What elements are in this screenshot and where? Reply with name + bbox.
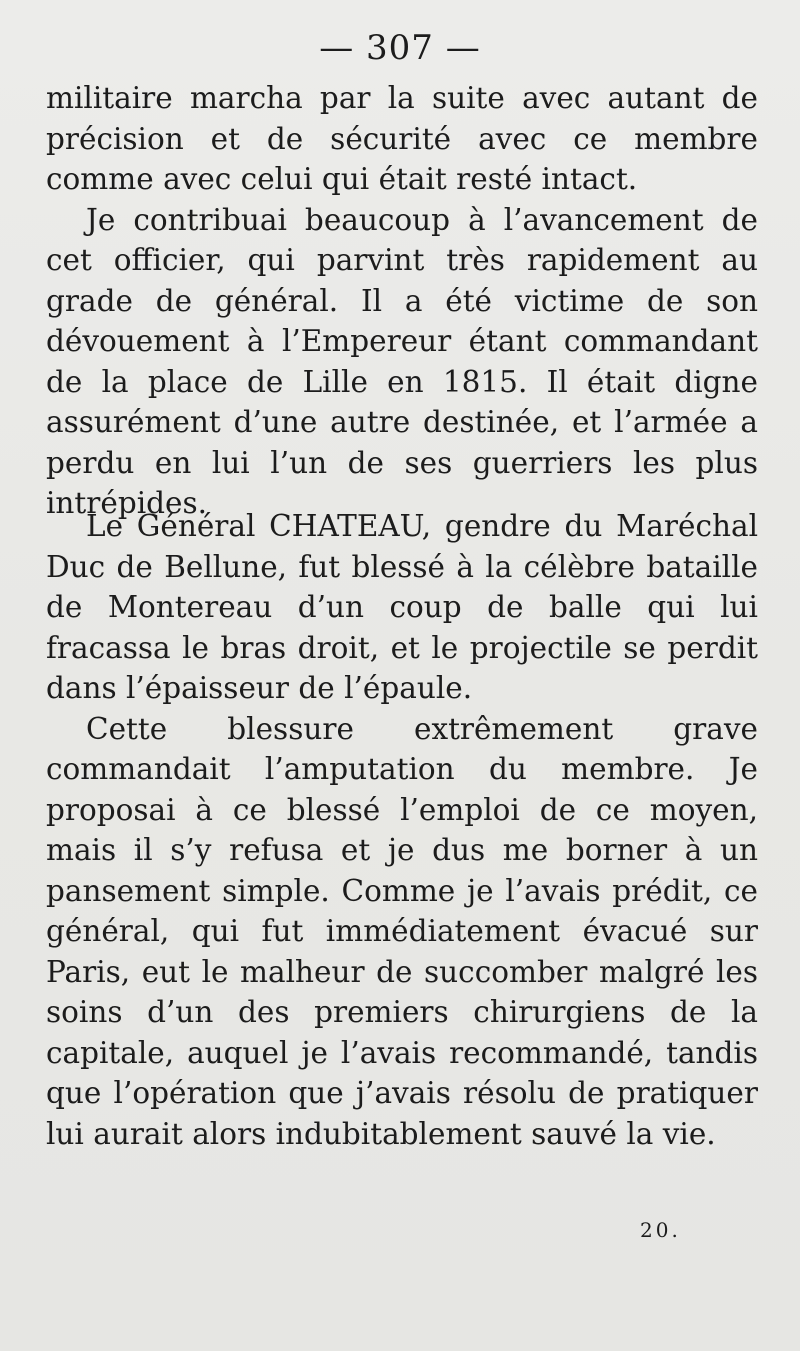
paragraph-continuation: militaire marcha par la suite avec autant de précision et de sécurité avec ce membre comme avec celui qui était resté intact. xyxy=(46,81,758,196)
paragraph-general-chateau: Le Général CHATEAU, gendre du Maréchal Duc de Bellune, fut blessé à la célèbre bataille de Montereau d’un coup de balle qui lui fracassa le bras droit, et le projectile se perdit dans l’épaisseur de l’épaule. xyxy=(46,509,758,705)
signature-mark: 20. xyxy=(640,1218,681,1242)
page-number-header: — 307 — xyxy=(319,28,481,68)
text-block-top xyxy=(46,78,758,524)
text-block-bottom xyxy=(46,506,758,1154)
paragraph-amputation: Cette blessure extrêmement grave commandait l’amputation du membre. Je proposai à ce blessé l’emploi de ce moyen, mais il s’y refusa et je dus me borner à un pansement simple. Comme je l’avais prédit, ce général, qui fut immédiatement évacué sur Paris, eut le malheur de succomber malgré les soins d’un des premiers chirurgiens de la capitale, auquel je l’avais recommandé, tandis que l’opération que j’avais résolu de pratiquer lui aurait alors indubitablement sauvé la vie. xyxy=(46,711,758,1151)
paragraph-officer-career: Je contribuai beaucoup à l’avancement de cet officier, qui parvint très rapidement au grade de général. Il a été victime de son dévouement à l’Empereur étant commandant de la place de Lille en 1815. Il était digne assurément d’une autre destinée, et l’armée a perdu en lui l’un de ses guerriers les plus intrépides. xyxy=(46,202,758,520)
